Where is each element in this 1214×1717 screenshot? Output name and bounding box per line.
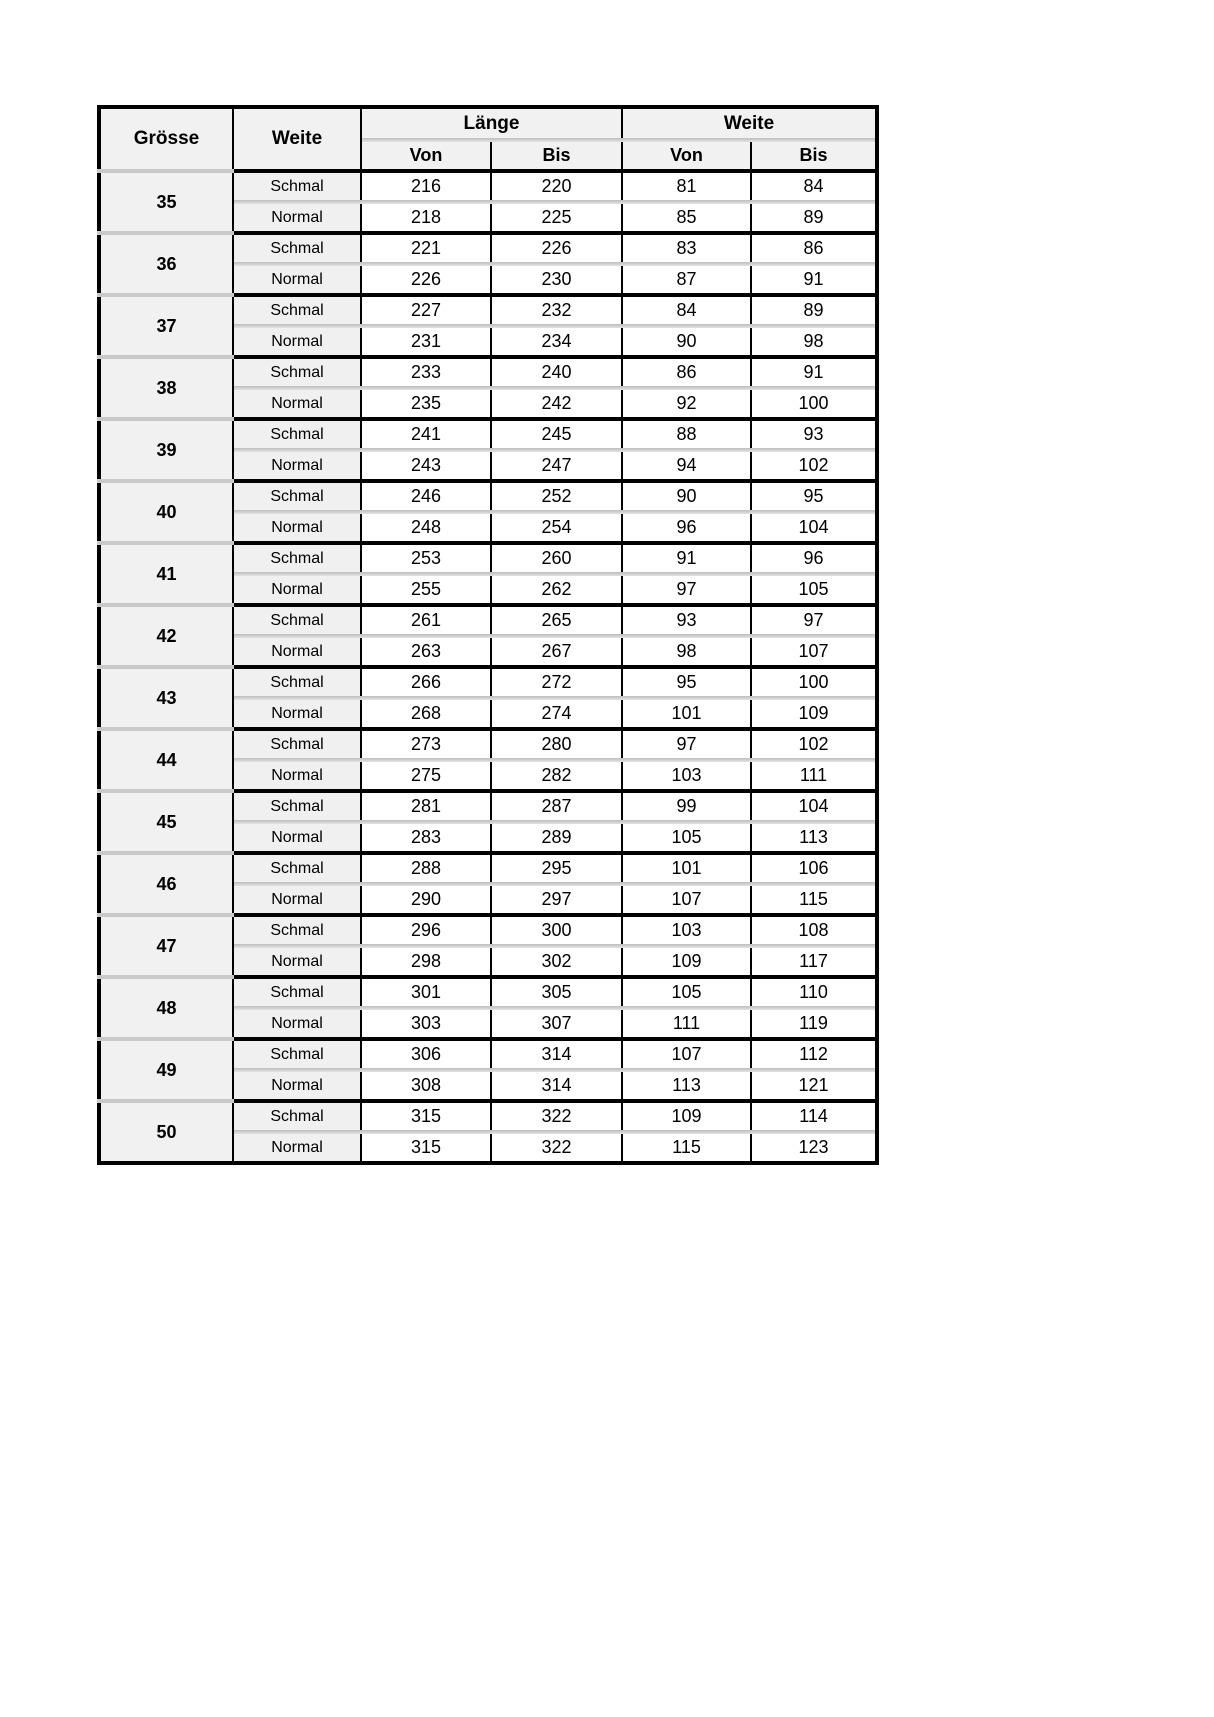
size-group-row-schmal [99,481,877,510]
laenge-von-cell: 283 [361,824,491,853]
laenge-von-cell: 241 [361,419,491,448]
laenge-von-cell: 253 [361,543,491,572]
header-groesse: Grösse [99,107,233,171]
width-label-cell: Schmal [233,419,361,448]
laenge-von-cell: 221 [361,233,491,262]
laenge-von-cell: 303 [361,1010,491,1039]
size-group-row-schmal [99,791,877,820]
size-cell: 50 [99,1101,233,1163]
size-chart [97,105,879,1165]
weite-bis-cell: 104 [751,514,877,543]
width-label-cell: Schmal [233,171,361,200]
weite-bis-cell: 119 [751,1010,877,1039]
laenge-von-cell: 268 [361,700,491,729]
weite-bis-cell: 117 [751,948,877,977]
weite-bis-cell: 91 [751,357,877,386]
laenge-von-cell: 235 [361,390,491,419]
laenge-bis-cell: 274 [491,700,622,729]
weite-von-cell: 81 [622,171,751,200]
header-weite-bis: Bis [751,142,877,171]
weite-bis-cell: 100 [751,390,877,419]
size-cell: 46 [99,853,233,915]
header-laenge-bis: Bis [491,142,622,171]
laenge-von-cell: 306 [361,1039,491,1068]
width-label-cell: Normal [233,576,361,605]
weite-von-cell: 109 [622,1101,751,1130]
weite-bis-cell: 114 [751,1101,877,1130]
size-group-row-schmal [99,171,877,200]
weite-bis-cell: 84 [751,171,877,200]
laenge-bis-cell: 252 [491,481,622,510]
size-group-row-schmal [99,977,877,1006]
weite-von-cell: 95 [622,667,751,696]
weite-bis-cell: 111 [751,762,877,791]
laenge-von-cell: 288 [361,853,491,882]
size-group-row-schmal [99,295,877,324]
size-cell: 48 [99,977,233,1039]
table-header [99,107,877,171]
weite-von-cell: 103 [622,915,751,944]
weite-von-cell: 109 [622,948,751,977]
size-cell: 38 [99,357,233,419]
laenge-von-cell: 243 [361,452,491,481]
weite-von-cell: 90 [622,481,751,510]
size-cell: 35 [99,171,233,233]
width-label-cell: Normal [233,638,361,667]
laenge-bis-cell: 322 [491,1101,622,1130]
laenge-von-cell: 233 [361,357,491,386]
size-cell: 44 [99,729,233,791]
width-label-cell: Schmal [233,915,361,944]
weite-bis-cell: 102 [751,452,877,481]
weite-von-cell: 98 [622,638,751,667]
size-cell: 41 [99,543,233,605]
width-label-cell: Normal [233,514,361,543]
weite-bis-cell: 86 [751,233,877,262]
weite-bis-cell: 123 [751,1134,877,1163]
laenge-bis-cell: 242 [491,390,622,419]
width-label-cell: Normal [233,948,361,977]
weite-von-cell: 93 [622,605,751,634]
laenge-von-cell: 266 [361,667,491,696]
laenge-bis-cell: 240 [491,357,622,386]
width-label-cell: Schmal [233,295,361,324]
width-label-cell: Normal [233,452,361,481]
size-cell: 37 [99,295,233,357]
laenge-bis-cell: 272 [491,667,622,696]
laenge-bis-cell: 287 [491,791,622,820]
size-cell: 45 [99,791,233,853]
size-group-row-schmal [99,1101,877,1130]
weite-von-cell: 83 [622,233,751,262]
size-cell: 42 [99,605,233,667]
width-label-cell: Schmal [233,667,361,696]
width-label-cell: Schmal [233,729,361,758]
width-label-cell: Normal [233,1134,361,1163]
weite-bis-cell: 113 [751,824,877,853]
laenge-bis-cell: 280 [491,729,622,758]
width-label-cell: Schmal [233,1101,361,1130]
size-group-row-schmal [99,543,877,572]
laenge-bis-cell: 282 [491,762,622,791]
laenge-von-cell: 298 [361,948,491,977]
table-body [99,171,877,1163]
weite-bis-cell: 112 [751,1039,877,1068]
weite-bis-cell: 104 [751,791,877,820]
laenge-bis-cell: 220 [491,171,622,200]
width-label-cell: Schmal [233,233,361,262]
weite-von-cell: 111 [622,1010,751,1039]
header-laenge-group: Länge [361,107,622,138]
laenge-bis-cell: 254 [491,514,622,543]
weite-bis-cell: 108 [751,915,877,944]
width-label-cell: Normal [233,1072,361,1101]
laenge-bis-cell: 245 [491,419,622,448]
laenge-bis-cell: 225 [491,204,622,233]
weite-bis-cell: 93 [751,419,877,448]
weite-von-cell: 113 [622,1072,751,1101]
laenge-von-cell: 255 [361,576,491,605]
size-group-row-schmal [99,853,877,882]
width-label-cell: Normal [233,390,361,419]
laenge-bis-cell: 226 [491,233,622,262]
weite-bis-cell: 98 [751,328,877,357]
laenge-bis-cell: 307 [491,1010,622,1039]
size-group-row-schmal [99,605,877,634]
weite-bis-cell: 106 [751,853,877,882]
laenge-bis-cell: 314 [491,1072,622,1101]
laenge-von-cell: 281 [361,791,491,820]
size-group-row-schmal [99,419,877,448]
laenge-bis-cell: 297 [491,886,622,915]
laenge-von-cell: 263 [361,638,491,667]
weite-von-cell: 107 [622,1039,751,1068]
width-label-cell: Normal [233,762,361,791]
size-cell: 36 [99,233,233,295]
weite-von-cell: 87 [622,266,751,295]
header-weite: Weite [233,107,361,171]
laenge-bis-cell: 247 [491,452,622,481]
weite-bis-cell: 89 [751,295,877,324]
size-cell: 40 [99,481,233,543]
weite-von-cell: 101 [622,853,751,882]
laenge-von-cell: 315 [361,1134,491,1163]
laenge-von-cell: 216 [361,171,491,200]
width-label-cell: Schmal [233,543,361,572]
width-label-cell: Schmal [233,1039,361,1068]
weite-bis-cell: 89 [751,204,877,233]
header-weite-group: Weite [622,107,877,138]
weite-von-cell: 103 [622,762,751,791]
weite-von-cell: 92 [622,390,751,419]
laenge-von-cell: 308 [361,1072,491,1101]
width-label-cell: Normal [233,204,361,233]
weite-von-cell: 90 [622,328,751,357]
weite-von-cell: 86 [622,357,751,386]
header-weite-von: Von [622,142,751,171]
weite-bis-cell: 109 [751,700,877,729]
size-group-row-schmal [99,357,877,386]
laenge-von-cell: 248 [361,514,491,543]
width-label-cell: Normal [233,700,361,729]
laenge-bis-cell: 260 [491,543,622,572]
size-cell: 47 [99,915,233,977]
weite-von-cell: 115 [622,1134,751,1163]
size-cell: 39 [99,419,233,481]
laenge-von-cell: 301 [361,977,491,1006]
laenge-bis-cell: 232 [491,295,622,324]
weite-von-cell: 105 [622,977,751,1006]
laenge-von-cell: 246 [361,481,491,510]
laenge-von-cell: 231 [361,328,491,357]
size-cell: 49 [99,1039,233,1101]
laenge-bis-cell: 262 [491,576,622,605]
size-group-row-schmal [99,915,877,944]
laenge-von-cell: 227 [361,295,491,324]
width-label-cell: Schmal [233,853,361,882]
laenge-von-cell: 273 [361,729,491,758]
weite-von-cell: 101 [622,700,751,729]
width-label-cell: Normal [233,886,361,915]
weite-von-cell: 105 [622,824,751,853]
size-cell: 43 [99,667,233,729]
weite-von-cell: 94 [622,452,751,481]
header-laenge-von: Von [361,142,491,171]
laenge-von-cell: 296 [361,915,491,944]
weite-bis-cell: 91 [751,266,877,295]
header-row-groups [99,107,877,138]
weite-bis-cell: 100 [751,667,877,696]
width-label-cell: Schmal [233,605,361,634]
weite-bis-cell: 110 [751,977,877,1006]
size-group-row-schmal [99,233,877,262]
laenge-von-cell: 226 [361,266,491,295]
size-group-row-schmal [99,729,877,758]
width-label-cell: Normal [233,824,361,853]
size-group-row-schmal [99,667,877,696]
laenge-von-cell: 290 [361,886,491,915]
laenge-bis-cell: 314 [491,1039,622,1068]
laenge-bis-cell: 267 [491,638,622,667]
weite-bis-cell: 97 [751,605,877,634]
weite-von-cell: 88 [622,419,751,448]
weite-von-cell: 96 [622,514,751,543]
width-label-cell: Schmal [233,357,361,386]
weite-bis-cell: 95 [751,481,877,510]
laenge-von-cell: 218 [361,204,491,233]
width-label-cell: Normal [233,328,361,357]
weite-bis-cell: 107 [751,638,877,667]
laenge-bis-cell: 234 [491,328,622,357]
weite-von-cell: 91 [622,543,751,572]
weite-bis-cell: 96 [751,543,877,572]
laenge-bis-cell: 322 [491,1134,622,1163]
laenge-bis-cell: 265 [491,605,622,634]
laenge-bis-cell: 300 [491,915,622,944]
weite-von-cell: 97 [622,576,751,605]
laenge-bis-cell: 305 [491,977,622,1006]
width-label-cell: Normal [233,1010,361,1039]
laenge-bis-cell: 302 [491,948,622,977]
width-label-cell: Normal [233,266,361,295]
laenge-bis-cell: 295 [491,853,622,882]
weite-von-cell: 85 [622,204,751,233]
laenge-von-cell: 261 [361,605,491,634]
weite-von-cell: 107 [622,886,751,915]
width-label-cell: Schmal [233,977,361,1006]
weite-bis-cell: 115 [751,886,877,915]
weite-von-cell: 84 [622,295,751,324]
weite-bis-cell: 105 [751,576,877,605]
laenge-bis-cell: 230 [491,266,622,295]
shoe-size-table [97,105,879,1165]
weite-von-cell: 97 [622,729,751,758]
weite-bis-cell: 121 [751,1072,877,1101]
laenge-von-cell: 275 [361,762,491,791]
laenge-von-cell: 315 [361,1101,491,1130]
laenge-bis-cell: 289 [491,824,622,853]
width-label-cell: Schmal [233,791,361,820]
weite-bis-cell: 102 [751,729,877,758]
size-group-row-schmal [99,1039,877,1068]
weite-von-cell: 99 [622,791,751,820]
width-label-cell: Schmal [233,481,361,510]
